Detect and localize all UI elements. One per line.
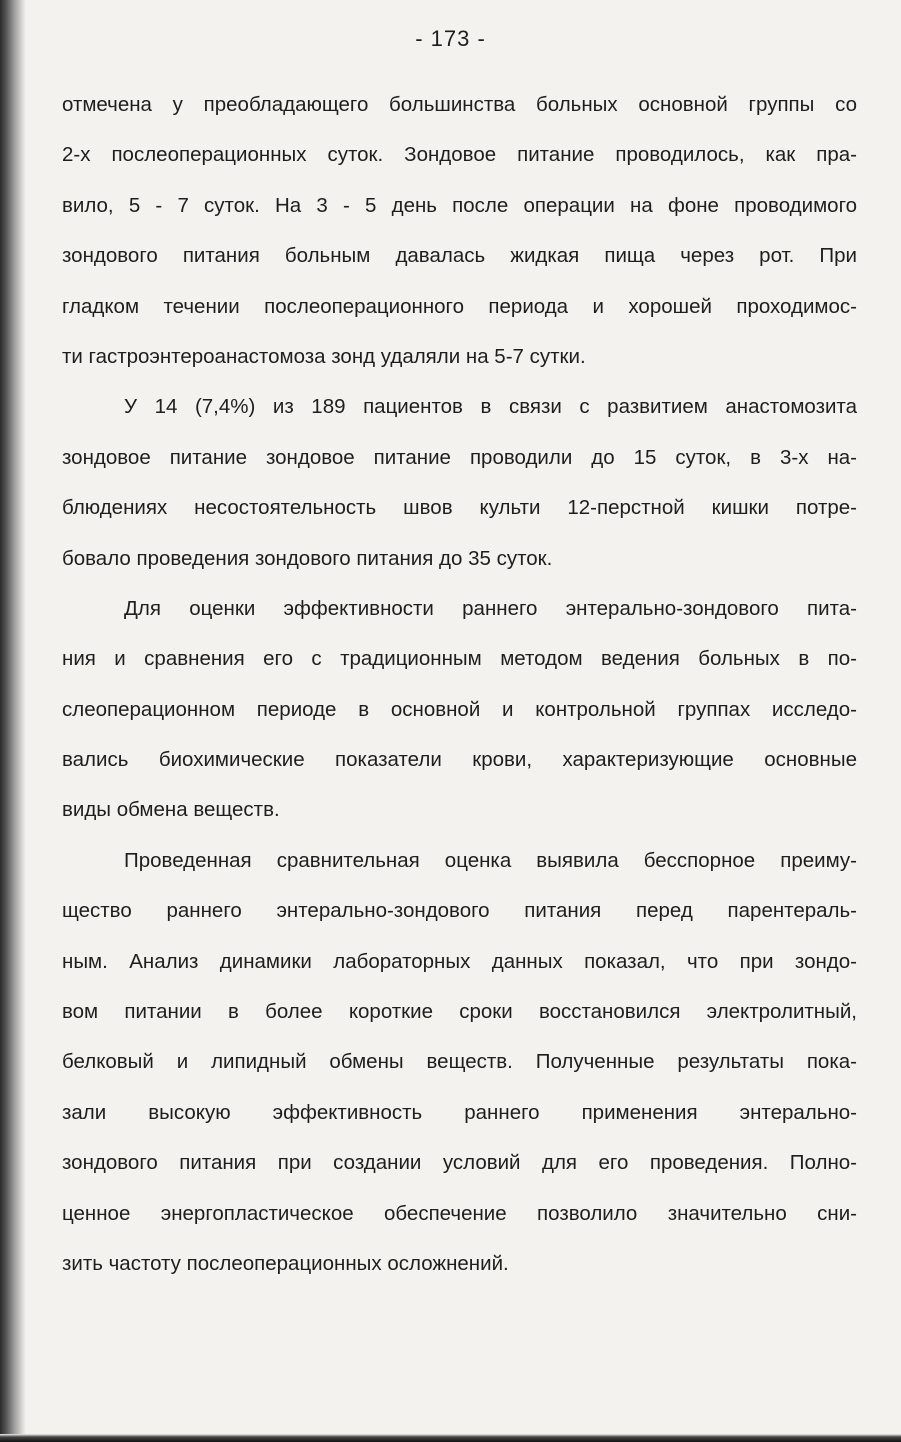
text-line: блюдениях несостоятельность швов культи 12-перстной кишки потре- [62,496,857,520]
text-line: слеоперационном периоде в основной и контрольной группах исследо- [62,697,857,721]
paragraph-2 [62,382,857,584]
text-line: отмечена у преобладающего большинства больных основной группы со [62,93,857,116]
text-line: зондового питания больным давалась жидкая пища через рот. При [62,244,857,268]
paragraph-4 [62,836,857,1290]
paragraph-3 [62,584,857,836]
scan-shadow-bottom [0,1434,901,1442]
text-line: зондового питания при создании условий для его проведения. Полно- [62,1151,857,1175]
text-line: зали высокую эффективность раннего применения энтерально- [62,1100,857,1124]
text-line: ти гастроэнтероанастомоза зонд удаляли на 5-7 сутки. [62,344,586,368]
text-line: зондовое питание зондовое питание проводили до 15 суток, в 3-х на- [62,445,857,469]
text-line: гладком течении послеоперационного периода и хорошей проходимос- [62,294,857,318]
paragraph-1 [62,80,857,382]
text-line: Для оценки эффективности раннего энтерально-зондового пита- [124,596,857,620]
document-body [62,80,857,1289]
text-line: вило, 5 - 7 суток. На 3 - 5 день после операции на фоне проводимого [62,193,857,217]
text-line: 2-х послеоперационных суток. Зондовое питание проводилось, как пра- [62,143,857,167]
text-line: щество раннего энтерально-зондового питания перед парентераль- [62,899,857,923]
text-line: зить частоту послеоперационных осложнений. [62,1251,509,1275]
text-line: вом питании в более короткие сроки восстановился электролитный, [62,1000,857,1024]
text-line: ния и сравнения его с традиционным методом ведения больных в по- [62,647,857,671]
scan-shadow-left [0,0,26,1442]
text-line: бовало проведения зондового питания до 35 суток. [62,546,553,570]
text-line: ным. Анализ динамики лабораторных данных показал, что при зондо- [62,949,857,973]
page-number: - 173 - [415,26,486,51]
text-line: белковый и липидный обмены веществ. Полученные результаты пока- [62,1050,857,1074]
text-line: Проведенная сравнительная оценка выявила бесспорное преиму- [124,848,857,872]
text-line: ценное энергопластическое обеспечение позволило значительно сни- [62,1201,857,1225]
text-line: вались биохимические показатели крови, характеризующие основные [62,748,857,772]
text-line: У 14 (7,4%) из 189 пациентов в связи с развитием анастомозита [124,395,857,419]
text-line: виды обмена веществ. [62,798,280,822]
